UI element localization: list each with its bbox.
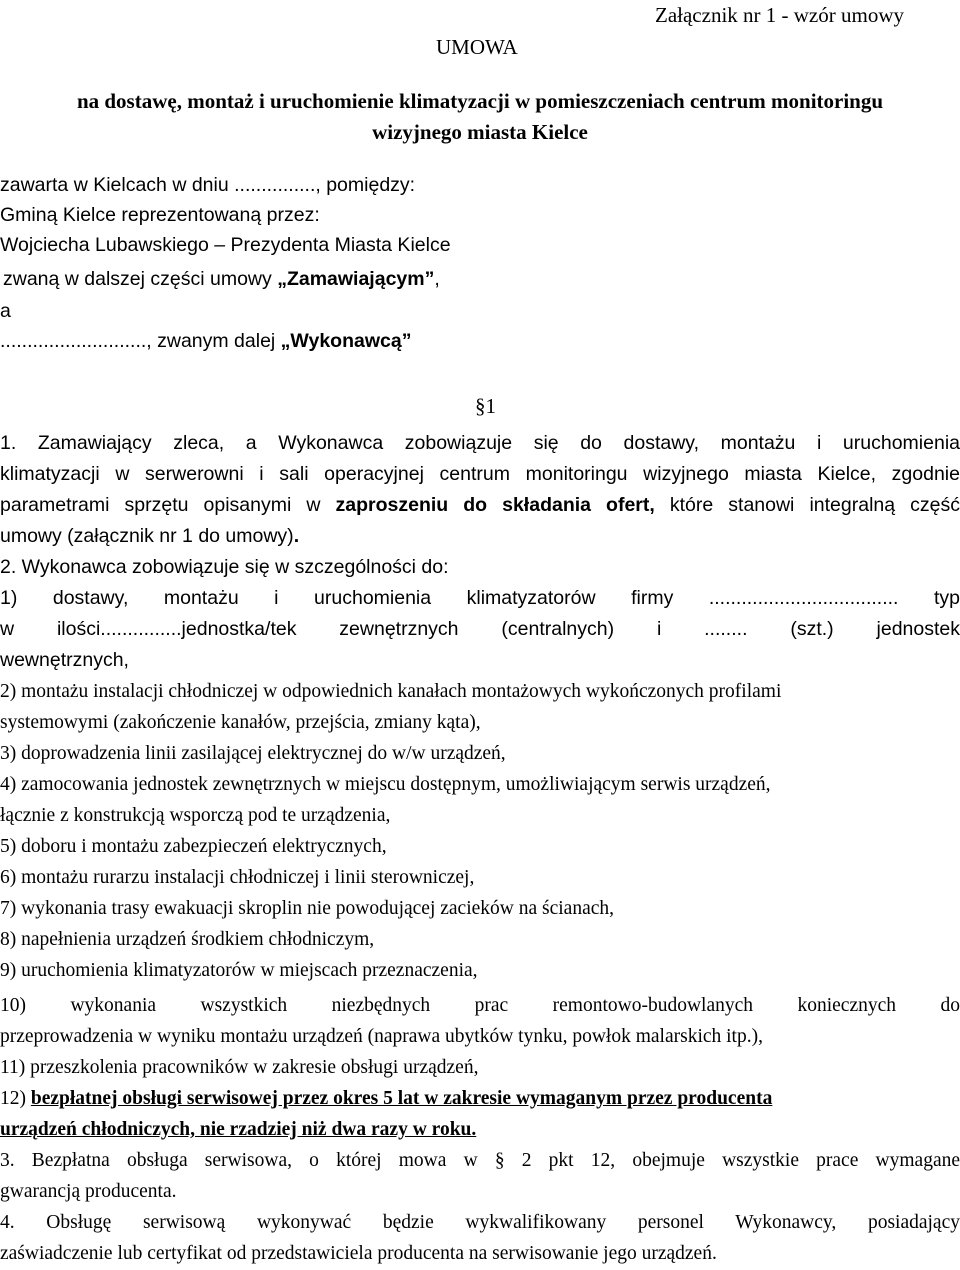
paragraph-2: 2. Wykonawca zobowiązuje się w szczególności do: <box>0 556 449 578</box>
paragraph-1-line-3 <box>0 490 960 521</box>
item-1-line-3: wewnętrznych, <box>0 649 129 671</box>
parties-line-2: Gminą Kielce reprezentowaną przez: <box>0 204 320 226</box>
document-title: UMOWA <box>436 35 518 59</box>
item-12-text-2: urządzeń chłodniczych, nie rzadziej niż dwa razy w roku. <box>0 1119 477 1140</box>
item-11: 11) przeszkolenia pracowników w zakresie obsługi urządzeń, <box>0 1057 479 1078</box>
item-12-text-1: bezpłatnej obsługi serwisowej przez okres 5 lat w zakresie wymaganym przez producenta <box>30 1088 773 1109</box>
item-10-line-1: 10) wykonania wszystkich niezbędnych prac remontowo-budowlanych koniecznych do <box>0 995 960 1016</box>
item-5: 5) doboru i montażu zabezpieczeń elektrycznych, <box>0 836 387 857</box>
contractor-name: „Wykonawcą” <box>280 330 412 352</box>
paragraph-1-line-3-text: parametrami sprzętu opisanymi w <box>0 494 336 516</box>
item-6: 6) montażu rurarzu instalacji chłodniczej i linii sterowniczej, <box>0 867 475 888</box>
item-2-line-1: 2) montażu instalacji chłodniczej w odpowiednich kanałach montażowych wykończonych profilami <box>0 681 782 702</box>
contracting-party-name: „Zamawiającym” <box>277 268 435 290</box>
item-2-line-2: systemowymi (zakończenie kanałów, przejścia, zmiany kąta), <box>0 712 481 733</box>
item-1-line-1: 1) dostawy, montażu i uruchomienia klimatyzatorów firmy ................................... typ <box>0 587 960 609</box>
parties-line-6 <box>0 326 960 357</box>
item-10-line-2: przeprowadzenia w wyniku montażu urządzeń (naprawa ubytków tynku, powłok malarskich itp.), <box>0 1026 763 1047</box>
item-12-line-2 <box>0 1114 960 1145</box>
paragraph-1-line-4-text: umowy (załącznik nr 1 do umowy) <box>0 525 294 547</box>
item-4-line-2: łącznie z konstrukcją wsporczą pod te urządzenia, <box>0 805 391 826</box>
item-4-line-1: 4) zamocowania jednostek zewnętrznych w miejscu dostępnym, umożliwiającym serwis urządzeń, <box>0 774 771 795</box>
parties-line-4-text: zwaną w dalszej części umowy <box>3 268 278 290</box>
item-3: 3) doprowadzenia linii zasilającej elektrycznej do w/w urządzeń, <box>0 743 506 764</box>
parties-line-4-end: , <box>434 268 440 290</box>
parties-line-4 <box>3 264 960 295</box>
paragraph-1-period: . <box>293 525 300 547</box>
item-12-line-1 <box>0 1083 960 1114</box>
paragraph-3-line-2: gwarancją producenta. <box>0 1181 177 1202</box>
parties-line-5: a <box>0 300 11 322</box>
paragraph-3-line-1: 3. Bezpłatna obsługa serwisowa, o której mowa w § 2 pkt 12, obejmuje wszystkie prace wymagane <box>0 1150 960 1171</box>
subtitle-line-1: na dostawę, montaż i uruchomienie klimatyzacji w pomieszczeniach centrum monitoringu <box>76 89 884 113</box>
paragraph-4-line-2: zaświadczenie lub certyfikat od przedstawiciela producenta na serwisowanie jego urządzeń. <box>0 1243 717 1264</box>
item-7: 7) wykonania trasy ewakuacji skroplin nie powodującej zacieków na ścianach, <box>0 898 615 919</box>
attachment-label: Załącznik nr 1 - wzór umowy <box>655 3 904 27</box>
section-mark: §1 <box>475 394 496 418</box>
paragraph-1-line-2: klimatyzacji w serwerowni i sali operacyjnej centrum monitoringu wizyjnego miasta Kielce, zgodnie <box>0 463 960 485</box>
item-1-line-2: w ilości...............jednostka/tek zewnętrznych (centralnych) i ........ (szt.) jednostek <box>0 618 960 640</box>
item-8: 8) napełnienia urządzeń środkiem chłodniczym, <box>0 929 375 950</box>
parties-line-3: Wojciecha Lubawskiego – Prezydenta Miasta Kielce <box>0 234 451 256</box>
paragraph-1-line-3-end: które stanowi integralną część <box>654 494 960 516</box>
parties-line-6-text: ..........................., zwanym dalej <box>0 330 281 352</box>
paragraph-4-line-1: 4. Obsługę serwisową wykonywać będzie wykwalifikowany personel Wykonawcy, posiadający <box>0 1212 960 1233</box>
paragraph-1-line-1: 1. Zamawiający zleca, a Wykonawca zobowiązuje się do dostawy, montażu i uruchomienia <box>0 432 960 454</box>
parties-line-1: zawarta w Kielcach w dniu ..............., pomiędzy: <box>0 174 416 196</box>
subtitle-line-2: wizyjnego miasta Kielce <box>372 120 588 144</box>
paragraph-1-line-4 <box>0 521 960 552</box>
invitation-reference: zaproszeniu do składania ofert, <box>335 494 655 516</box>
item-12-number: 12) <box>0 1088 31 1109</box>
item-9: 9) uruchomienia klimatyzatorów w miejscach przeznaczenia, <box>0 960 478 981</box>
